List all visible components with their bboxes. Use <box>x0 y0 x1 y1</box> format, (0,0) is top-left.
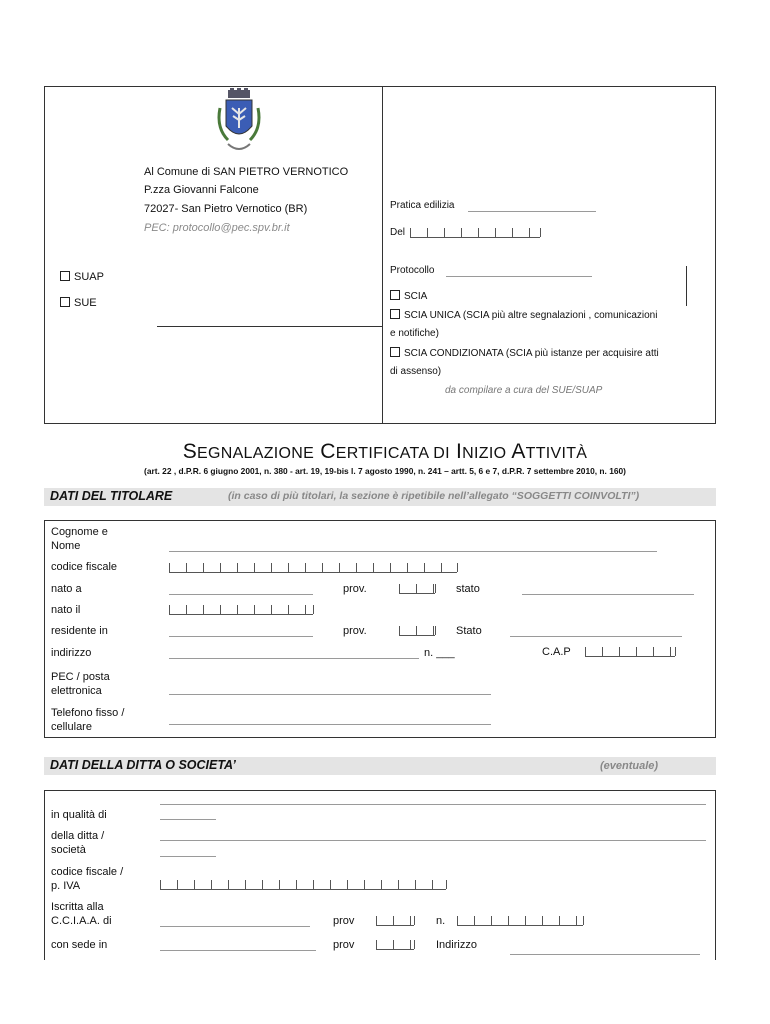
nato-il-field[interactable] <box>169 605 313 615</box>
header-right-rule <box>686 266 687 306</box>
option-scia[interactable] <box>390 290 427 302</box>
ditta-top-border <box>44 790 716 791</box>
titolare-box <box>44 520 716 738</box>
pec-field[interactable] <box>169 694 491 695</box>
scia-condizionata-label: SCIA CONDIZIONATA (SCIA più istanze per acquisire atti <box>404 348 659 359</box>
cap-field[interactable] <box>585 647 675 657</box>
qualita-field[interactable] <box>160 819 216 820</box>
nato-a-field[interactable] <box>169 594 313 595</box>
indirizzo-field[interactable] <box>169 658 419 659</box>
sede-prov-field[interactable] <box>376 940 414 950</box>
nato-stato-field[interactable] <box>522 594 694 595</box>
ditta-field[interactable] <box>160 840 706 841</box>
pec-label: PEC / posta elettronica <box>51 671 110 697</box>
telefono-label: Telefono fisso / cellulare <box>51 707 125 733</box>
cognome-label: Cognome e Nome <box>51 526 108 552</box>
telefono-field[interactable] <box>169 724 491 725</box>
scia-unica-label: SCIA UNICA (SCIA più altre segnalazioni , comunicazioni <box>404 310 658 321</box>
iscritta-prov-field[interactable] <box>376 916 414 926</box>
residente-stato-label: Stato <box>456 625 482 637</box>
del-date-field[interactable] <box>410 228 540 238</box>
residente-stato-field[interactable] <box>510 636 682 637</box>
pec-address: PEC: protocollo@pec.spv.br.it <box>144 222 290 234</box>
sede-label: con sede in <box>51 939 108 951</box>
nato-a-label: nato a <box>51 583 82 595</box>
cognome-field[interactable] <box>169 551 657 552</box>
sue-label: SUE <box>74 297 97 309</box>
compile-note: da compilare a cura del SUE/SUAP <box>445 385 603 396</box>
ditta-right-border <box>715 790 716 960</box>
protocollo-label: Protocollo <box>390 265 435 276</box>
scia-condizionata-checkbox[interactable] <box>390 347 400 357</box>
coat-of-arms-icon <box>214 88 264 158</box>
protocollo-field[interactable] <box>446 276 592 277</box>
addressee-line-3: 72027- San Pietro Vernotico (BR) <box>144 203 308 215</box>
sede-prov-label: prov <box>333 939 355 951</box>
header-box <box>44 86 716 424</box>
ditta-field-cont[interactable] <box>160 856 216 857</box>
document-subtitle: (art. 22 , d.P.R. 6 giugno 2001, n. 380 - art. 19, 19-bis l. 7 agosto 1990, n. 241 – artt. 5, 6 e 7, d.P.R. 7 settembre 2010, n. 160) <box>144 466 626 476</box>
ditta-section-title: DATI DELLA DITTA O SOCIETA’ <box>50 758 236 772</box>
codice-fiscale-label: codice fiscale <box>51 561 118 573</box>
option-suap[interactable] <box>60 271 104 283</box>
scia-unica-checkbox[interactable] <box>390 309 400 319</box>
nato-stato-label: stato <box>456 583 480 595</box>
scia-unica-cont: e notifiche) <box>390 328 439 339</box>
residente-prov-field[interactable] <box>399 626 435 636</box>
addressee-line-2: P.zza Giovanni Falcone <box>144 184 259 196</box>
iscritta-n-field[interactable] <box>457 916 583 926</box>
residente-prov-label: prov. <box>343 625 367 637</box>
sede-field[interactable] <box>160 950 316 951</box>
ditta-cf-label: codice fiscale / p. IVA <box>51 866 124 892</box>
pratica-label: Pratica edilizia <box>390 200 455 211</box>
sede-indirizzo-label: Indirizzo <box>436 939 477 951</box>
ditta-label: della ditta / società <box>51 830 105 856</box>
qualita-top-field[interactable] <box>160 804 706 805</box>
indirizzo-numero-label: n. ___ <box>424 647 455 659</box>
nato-prov-field[interactable] <box>399 584 435 594</box>
pratica-field[interactable] <box>468 211 596 212</box>
titolare-section-note: (in caso di più titolari, la sezione è ripetibile nell’allegato “SOGGETTI COINVOLTI”) <box>228 490 640 502</box>
residente-field[interactable] <box>169 636 313 637</box>
del-label: Del <box>390 227 406 238</box>
header-divider <box>382 86 383 424</box>
sue-checkbox[interactable] <box>60 297 70 307</box>
suap-label: SUAP <box>74 271 104 283</box>
iscritta-prov-label: prov <box>333 915 355 927</box>
option-scia-unica[interactable] <box>390 309 657 321</box>
scia-checkbox[interactable] <box>390 290 400 300</box>
scia-label: SCIA <box>404 291 428 302</box>
scia-condizionata-cont: di assenso) <box>390 366 442 377</box>
addressee-line-1: Al Comune di SAN PIETRO VERNOTICO <box>144 166 349 178</box>
nato-prov-label: prov. <box>343 583 367 595</box>
titolare-section-title: DATI DEL TITOLARE <box>50 489 173 503</box>
iscritta-label: Iscritta alla C.C.I.A.A. di <box>51 901 112 927</box>
nato-il-label: nato il <box>51 604 81 616</box>
cap-label: C.A.P <box>542 646 571 658</box>
iscritta-n-label: n. <box>436 915 446 927</box>
ditta-cf-field[interactable] <box>160 880 446 890</box>
header-horizontal-rule <box>157 326 383 327</box>
ditta-left-border <box>44 790 45 960</box>
indirizzo-label: indirizzo <box>51 647 92 659</box>
residente-label: residente in <box>51 625 108 637</box>
codice-fiscale-field[interactable] <box>169 563 457 573</box>
option-sue[interactable] <box>60 297 97 309</box>
ditta-section-note: (eventuale) <box>600 760 659 772</box>
qualita-label: in qualità di <box>51 809 107 821</box>
suap-checkbox[interactable] <box>60 271 70 281</box>
iscritta-field[interactable] <box>160 926 310 927</box>
sede-indirizzo-field[interactable] <box>510 954 700 955</box>
document-title: SEGNALAZIONE CERTIFICATA DI INIZIO ATTIVITÀ <box>182 440 588 463</box>
option-scia-condizionata[interactable] <box>390 347 659 359</box>
